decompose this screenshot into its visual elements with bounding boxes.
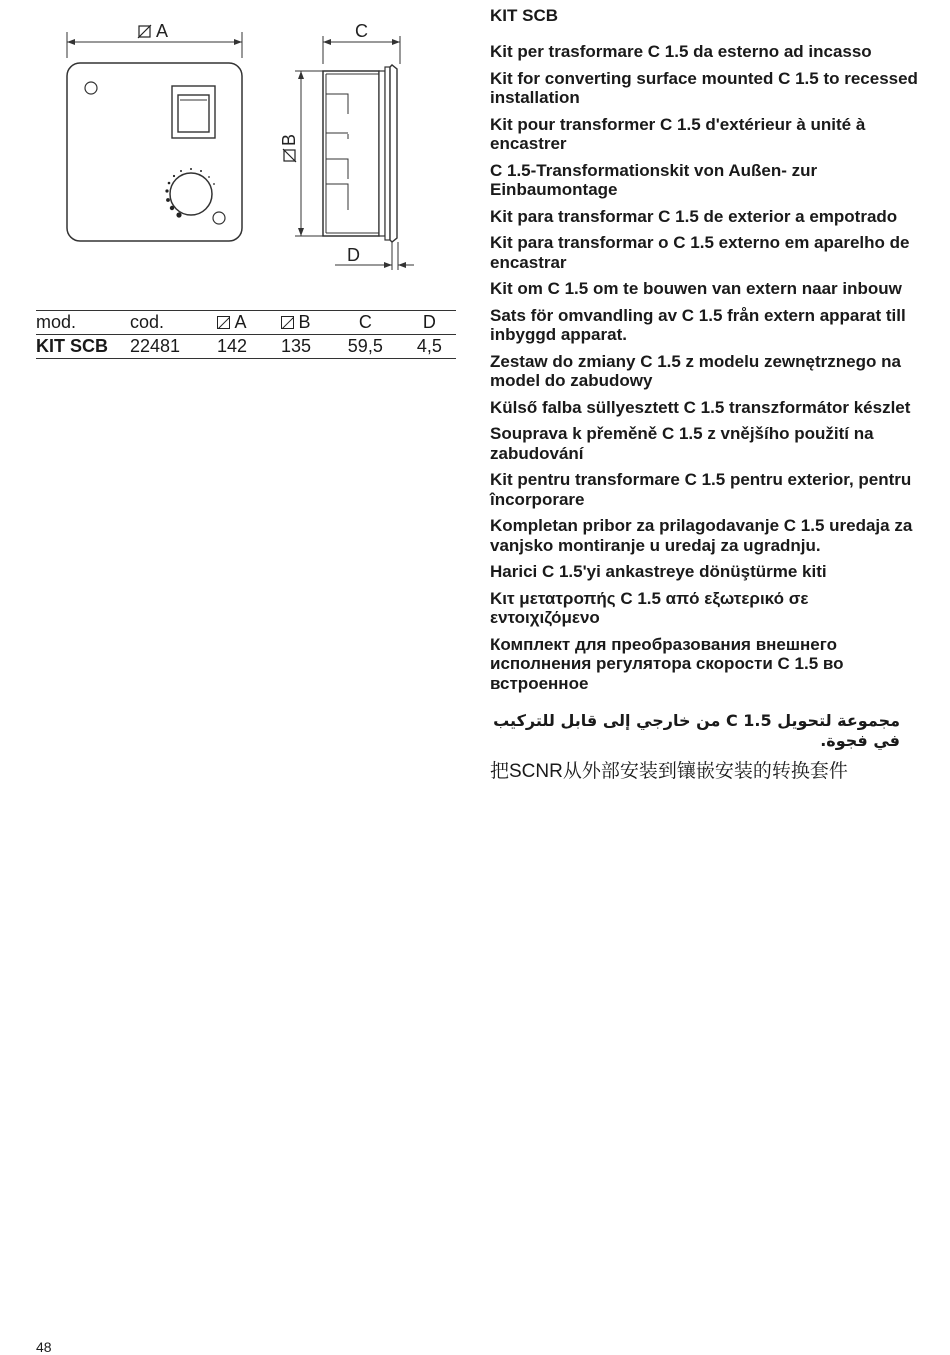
diameter-icon xyxy=(217,316,230,329)
dim-c-arrow-right xyxy=(392,39,400,45)
description-ro: Kit pentru transformare C 1.5 pentru exterior, pentru încorporare xyxy=(490,470,912,509)
spec-table xyxy=(36,310,456,359)
description-nl: Kit om C 1.5 om te bouwen van extern naar inbouw xyxy=(490,279,902,298)
side-view-housing xyxy=(323,65,397,242)
description-pl: Zestaw do zmiany C 1.5 z modelu zewnętrznego na model do zabudowy xyxy=(490,351,901,390)
product-title: KIT SCB xyxy=(490,6,558,25)
dim-b-arrow-top xyxy=(298,71,304,79)
diameter-icon xyxy=(281,316,294,329)
description-pt: Kit para transformar o C 1.5 externo em aparelho de encastrar xyxy=(490,233,910,272)
switch-icon xyxy=(172,86,215,138)
description-fr: Kit pour transformer C 1.5 d'extérieur à unité à encastrer xyxy=(490,114,866,153)
cell-b: 135 xyxy=(264,335,328,359)
dim-b-rotated-label xyxy=(279,134,299,162)
cell-c: 59,5 xyxy=(328,335,403,359)
description-zh: 把SCNR从外部安装到镶嵌安装的转换套件 xyxy=(490,761,848,782)
dim-a-label: A xyxy=(156,21,169,41)
description-column xyxy=(490,6,920,789)
description-cs: Souprava k přeměně C 1.5 z vnějšího použití na zabudování xyxy=(490,424,874,463)
header-b: B xyxy=(264,311,328,335)
cell-d: 4,5 xyxy=(403,335,456,359)
description-ru: Комплект для преобразования внешнего исполнения регулятора скорости С 1.5 во встроенное xyxy=(490,634,844,693)
technical-drawing xyxy=(30,14,430,276)
description-hr: Kompletan pribor za prilagodavanje C 1.5 uredaja za vanjsko montiranje u uredaj za ugradnju. xyxy=(490,516,913,555)
header-mod: mod. xyxy=(36,311,130,335)
description-ar: مجموعة لتحويل C 1.5 من خارجي إلى قابل للتركيب في فجوة. xyxy=(493,711,900,750)
page-number: 48 xyxy=(36,1339,52,1355)
table-row xyxy=(36,335,456,359)
dim-d-arrow-left xyxy=(384,262,392,268)
description-es: Kit para transformar C 1.5 de exterior a empotrado xyxy=(490,206,898,226)
dim-a-arrow-right xyxy=(234,39,242,45)
dim-a-arrow-left xyxy=(67,39,75,45)
cell-cod: 22481 xyxy=(130,335,200,359)
dim-c-arrow-left xyxy=(323,39,331,45)
cell-mod: KIT SCB xyxy=(36,335,130,359)
controller-dimension-drawing xyxy=(30,14,430,276)
screw-hole-top xyxy=(85,82,97,94)
description-el: Κιτ μετατροπής C 1.5 από εξωτερικό σε εντοιχιζόμενο xyxy=(490,588,809,627)
header-d: D xyxy=(403,311,456,335)
header-c: C xyxy=(328,311,403,335)
description-en: Kit for converting surface mounted C 1.5 to recessed installation xyxy=(490,68,918,107)
description-sv: Sats för omvandling av C 1.5 från extern apparat till inbyggd apparat. xyxy=(490,305,906,344)
table-header-row xyxy=(36,311,456,335)
cell-a: 142 xyxy=(200,335,264,359)
header-cod: cod. xyxy=(130,311,200,335)
header-a: A xyxy=(200,311,264,335)
dim-c-label: C xyxy=(355,21,368,41)
dim-d-arrow-right xyxy=(398,262,406,268)
diameter-symbol-a xyxy=(138,25,151,38)
description-hu: Külső falba süllyesztett C 1.5 transzformátor készlet xyxy=(490,397,911,417)
screw-hole-bottom xyxy=(213,212,225,224)
dim-b-arrow-bottom xyxy=(298,228,304,236)
description-tr: Harici C 1.5'yi ankastreye dönüştürme kiti xyxy=(490,562,827,581)
description-de: C 1.5-Transformationskit von Außen- zur Einbaumontage xyxy=(490,160,818,199)
dim-b-label: B xyxy=(279,133,299,146)
dim-d-label: D xyxy=(347,245,360,265)
description-it: Kit per trasformare C 1.5 da esterno ad incasso xyxy=(490,42,872,61)
